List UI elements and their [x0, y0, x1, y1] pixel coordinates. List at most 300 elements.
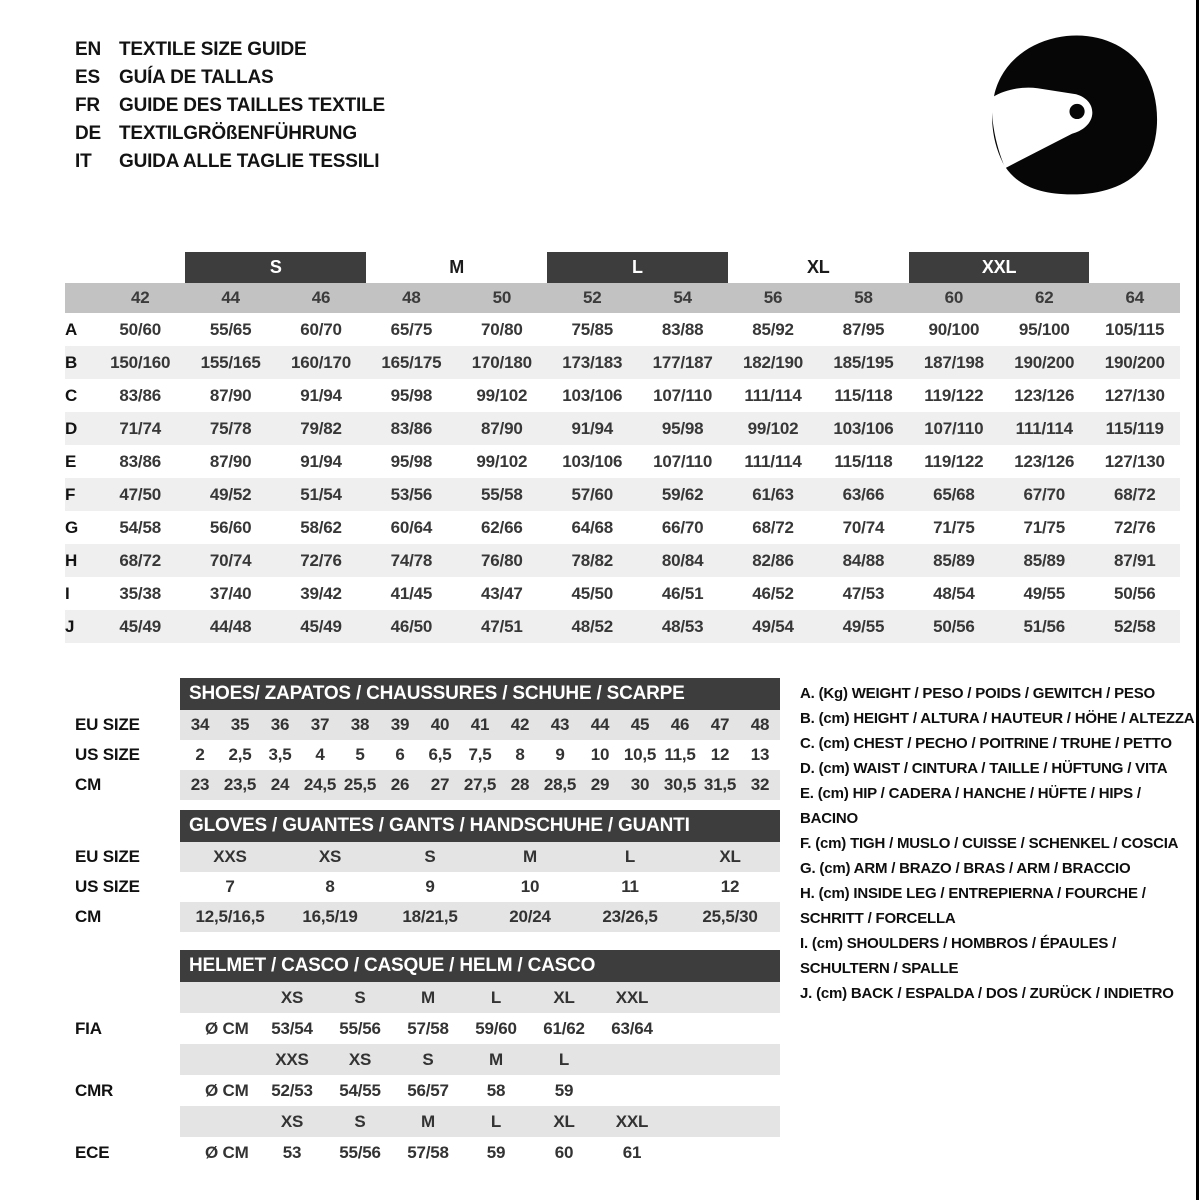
strip-cell: 6,5 [428, 745, 452, 764]
measurement-cell: 85/89 [909, 544, 999, 577]
size-number-cell: 52 [547, 283, 637, 313]
measurement-cell: 46/52 [752, 583, 794, 603]
measurement-cell: 75/85 [571, 319, 613, 339]
row-label: B [65, 346, 95, 379]
helmet-size-cell: XS [258, 1106, 326, 1137]
measurement-cell: 50/60 [119, 319, 161, 339]
strip-cell: 9 [555, 745, 565, 764]
strip-cell: 41 [460, 710, 500, 740]
language-code: ES [75, 67, 100, 88]
strip-cell: 18/21,5 [380, 902, 480, 932]
measurement-cell: 87/91 [1089, 544, 1180, 577]
helmet-size-row [180, 1044, 780, 1075]
legend-item: B. (cm) HEIGHT / ALTURA / HAUTEUR / HÖHE / ALTEZZA [800, 710, 1195, 727]
helmet-value-cell: 57/58 [407, 1018, 449, 1038]
strip-cell: 23 [180, 770, 220, 800]
strip-cell: 26 [380, 770, 420, 800]
helmet-value-cell: 59 [486, 1142, 506, 1162]
legend-item: G. (cm) ARM / BRAZO / BRAS / ARM / BRACCIO [800, 860, 1131, 877]
strip-cell: 29 [580, 770, 620, 800]
measurement-cell: 83/88 [661, 319, 704, 339]
measurement-cell: 123/126 [1014, 451, 1075, 471]
measurement-cell: 49/54 [728, 610, 818, 643]
strip-row-label: US SIZE [75, 877, 140, 896]
helmet-value-cell: 52/53 [271, 1080, 313, 1100]
strip-cell: 23,5 [220, 770, 260, 800]
measurement-cell: 37/40 [209, 583, 252, 603]
measurement-cell: 107/110 [909, 412, 999, 445]
measurement-cell: 190/200 [999, 346, 1089, 379]
size-number-cell: 56 [728, 283, 818, 313]
shoes-title: SHOES/ ZAPATOS / CHAUSSURES / SCHUHE / SCARPE [180, 678, 780, 710]
shoes-body [180, 678, 780, 800]
size-group-cell: XXL [909, 252, 1090, 283]
row-label: A [65, 319, 78, 339]
strip-row-label: US SIZE [75, 745, 140, 764]
helmet-icon [975, 30, 1167, 198]
strip-row-label: EU SIZE [75, 715, 140, 734]
helmet-value-cell: 59 [554, 1080, 574, 1100]
helmet-size-cell: XL [530, 1106, 598, 1137]
helmet-value-cell: 56/57 [407, 1080, 449, 1100]
size-number-row [65, 283, 1180, 313]
measurement-cell: 127/130 [1104, 385, 1165, 405]
measurement-cell: 48/52 [547, 610, 637, 643]
measurement-cell: 68/72 [752, 517, 794, 537]
measurement-cell: 70/74 [842, 517, 885, 537]
strip-cell: 43 [540, 710, 580, 740]
helmet-row-labels [75, 950, 180, 1168]
helmet-value-cell [598, 1075, 666, 1106]
measurement-cell: 127/130 [1104, 451, 1165, 471]
measurement-cell: 55/65 [209, 319, 252, 339]
size-group-cell [65, 252, 185, 283]
helmet-value-cell: 55/56 [339, 1018, 381, 1038]
measurement-row [65, 379, 1180, 412]
measurement-cell: 115/119 [1089, 412, 1180, 445]
strip-cell: 10 [590, 745, 610, 764]
size-number-cell: 44 [185, 283, 275, 313]
strip-row [180, 842, 780, 872]
measurement-cell: 103/106 [818, 412, 908, 445]
helmet-filler-cell [666, 1106, 780, 1137]
strip-cell: 28 [500, 770, 540, 800]
strip-cell: 38 [340, 710, 380, 740]
measurement-cell: 48/53 [637, 610, 727, 643]
helmet-value-cell: 54/55 [339, 1080, 381, 1100]
measurement-cell: 90/100 [928, 319, 980, 339]
measurement-cell: 61/63 [728, 478, 818, 511]
strip-cell: XS [280, 842, 380, 872]
strip-cell: 4 [315, 745, 325, 764]
measurement-cell: 71/74 [95, 412, 185, 445]
measurement-cell: 70/80 [481, 319, 523, 339]
helmet-size-row [180, 982, 780, 1013]
strip-cell: 24,5 [300, 770, 340, 800]
strip-cell: 36 [260, 710, 300, 740]
strip-cell: 12 [710, 745, 730, 764]
helmet-unit-spacer [180, 982, 258, 1013]
helmet-value-cell: 63/64 [611, 1018, 653, 1038]
measurement-cell: 62/66 [481, 517, 523, 537]
helmet-label-spacer [75, 1106, 180, 1137]
measurement-cell: 99/102 [476, 451, 528, 471]
strip-cell: 27,5 [460, 770, 500, 800]
strip-cell: 30 [620, 770, 660, 800]
measurement-cell: 72/76 [276, 544, 366, 577]
helmet-body [180, 950, 780, 1168]
row-label: F [65, 478, 95, 511]
strip-cell: 12 [720, 877, 740, 896]
strip-cell: M [480, 842, 580, 872]
row-label: D [65, 412, 95, 445]
measurement-cell: 95/98 [390, 451, 433, 471]
strip-row-label: CM [75, 775, 102, 794]
strip-cell: 2 [195, 745, 205, 764]
helmet-size-cell: L [530, 1044, 598, 1075]
helmet-value-cell: 59/60 [475, 1018, 517, 1038]
measurement-cell: 99/102 [728, 412, 818, 445]
legend-item: A. (Kg) WEIGHT / PESO / POIDS / GEWITCH / PESO [800, 685, 1155, 702]
helmet-size-cell: M [394, 1106, 462, 1137]
measurement-cell: 87/90 [209, 385, 252, 405]
strip-cell: 27 [420, 770, 460, 800]
measurement-cell: 173/183 [547, 346, 637, 379]
measurement-row [65, 346, 1180, 379]
helmet-size-cell: M [394, 982, 462, 1013]
helmet-size-cell: XS [326, 1044, 394, 1075]
measurement-cell: 56/60 [209, 517, 252, 537]
strip-cell: 7,5 [468, 745, 492, 764]
helmet-size-cell: S [326, 1106, 394, 1137]
measurement-cell: 48/54 [933, 583, 975, 603]
language-title: TEXTILGRÖßENFÜHRUNG [119, 123, 357, 144]
measurement-cell: 111/114 [744, 385, 802, 405]
measurement-cell: 107/110 [653, 385, 713, 405]
measurement-cell: 95/98 [390, 385, 433, 405]
strip-cell: 34 [180, 710, 220, 740]
helmet-value-row [180, 1075, 780, 1106]
strip-row [180, 740, 780, 770]
size-group-cell: S [185, 252, 366, 283]
size-number-cell: 48 [366, 283, 456, 313]
size-number-cell: 62 [999, 283, 1089, 313]
strip-cell: 2,5 [228, 745, 252, 764]
legend-item: J. (cm) BACK / ESPALDA / DOS / ZURÜCK / INDIETRO [800, 985, 1174, 1002]
gloves-row-labels [75, 810, 180, 932]
measurement-cell: 47/53 [842, 583, 885, 603]
measurement-cell: 49/52 [185, 478, 275, 511]
measurement-row [65, 577, 1180, 610]
measurement-cell: 103/106 [562, 385, 623, 405]
measurement-row [65, 610, 1180, 643]
measurement-cell: 74/78 [366, 544, 456, 577]
helmet-value-row [180, 1137, 780, 1168]
measurement-cell: 59/62 [637, 478, 727, 511]
strip-cell: 11,5 [664, 745, 696, 764]
strip-title-spacer [75, 810, 180, 842]
measurement-cell: 111/114 [744, 451, 802, 471]
helmet-unit-spacer [180, 1106, 258, 1137]
helmet-filler-cell [666, 1013, 780, 1044]
measurement-cell: 95/98 [637, 412, 727, 445]
measurement-cell: 87/95 [842, 319, 885, 339]
measurement-cell: 83/86 [119, 451, 161, 471]
measurement-cell: 55/58 [457, 478, 547, 511]
helmet-unit-cell: Ø CM [205, 1142, 249, 1162]
measurement-cell: 75/78 [185, 412, 275, 445]
measurement-cell: 71/75 [1023, 517, 1066, 537]
measurement-cell: 78/82 [547, 544, 637, 577]
strip-row-label: EU SIZE [75, 847, 140, 866]
strip-cell: 10 [520, 877, 540, 896]
measurement-cell: 103/106 [562, 451, 623, 471]
strip-cell: 7 [225, 877, 235, 896]
size-number-cell: 46 [276, 283, 366, 313]
strip-cell: 8 [325, 877, 335, 896]
row-label: I [65, 583, 70, 603]
helmet-title: HELMET / CASCO / CASQUE / HELM / CASCO [180, 950, 780, 982]
measurement-cell: 50/56 [1113, 583, 1156, 603]
helmet-unit-cell: Ø CM [205, 1080, 249, 1100]
helmet-icon-svg [975, 30, 1167, 198]
legend-item: E. (cm) HIP / CADERA / HANCHE / HÜFTE / HIPS / BACINO [800, 785, 1141, 827]
strip-cell: 31,5 [700, 770, 740, 800]
measurement-cell: 49/55 [1023, 583, 1066, 603]
strip-cell: XXS [180, 842, 280, 872]
gloves-body [180, 810, 780, 932]
helmet-filler-cell [666, 1044, 780, 1075]
helmet-unit-spacer [180, 1044, 258, 1075]
helmet-size-cell: XXS [258, 1044, 326, 1075]
language-title: GUÍA DE TALLAS [119, 67, 274, 88]
strip-cell: L [580, 842, 680, 872]
strip-cell: 44 [580, 710, 620, 740]
language-row [75, 148, 385, 176]
measurement-cell: 119/122 [924, 385, 984, 405]
size-group-cell: XL [806, 257, 830, 277]
measurement-cell: 111/114 [999, 412, 1089, 445]
language-title: TEXTILE SIZE GUIDE [119, 39, 307, 60]
language-row [75, 64, 385, 92]
shoes-table [75, 678, 780, 800]
strip-cell: 9 [425, 877, 435, 896]
measurement-cell: 58/62 [300, 517, 342, 537]
helmet-filler-cell [666, 1075, 780, 1106]
measurement-cell: 91/94 [547, 412, 637, 445]
measurement-cell: 60/70 [300, 319, 342, 339]
measurement-cell: 63/66 [818, 478, 908, 511]
measurement-cell: 83/86 [119, 385, 161, 405]
measurement-cell: 95/100 [1018, 319, 1070, 339]
row-label: C [65, 385, 78, 405]
size-number-cell: 50 [457, 283, 547, 313]
strip-cell: 10,5 [623, 745, 657, 764]
measurement-row [65, 478, 1180, 511]
language-title: GUIDA ALLE TAGLIE TESSILI [119, 151, 380, 172]
language-code: IT [75, 151, 92, 172]
measurement-cell: 84/88 [818, 544, 908, 577]
measurement-row [65, 511, 1180, 544]
helmet-standard-label: FIA [75, 1019, 102, 1038]
helmet-filler-cell [666, 1137, 780, 1168]
measurement-cell: 87/90 [457, 412, 547, 445]
language-title: GUIDE DES TAILLES TEXTILE [119, 95, 385, 116]
measurement-cell: 160/170 [276, 346, 366, 379]
shoes-grid [180, 710, 780, 800]
strip-row [180, 770, 780, 800]
language-row [75, 36, 385, 64]
measurement-cell: 83/86 [366, 412, 456, 445]
measurement-row [65, 412, 1180, 445]
language-code: FR [75, 95, 100, 116]
measurement-cell: 50/56 [909, 610, 999, 643]
strip-cell: 23/26,5 [580, 902, 680, 932]
row-label: H [65, 544, 95, 577]
measurement-cell: 45/50 [571, 583, 613, 603]
strip-cell: 39 [380, 710, 420, 740]
helmet-value-cell: 53/54 [271, 1018, 313, 1038]
measurement-cell: 67/70 [999, 478, 1089, 511]
strip-row-label: CM [75, 907, 102, 926]
strip-row [180, 710, 780, 740]
measurement-cell: 51/54 [276, 478, 366, 511]
measurement-cell: 76/80 [457, 544, 547, 577]
measurement-row [65, 445, 1180, 478]
measurement-cell: 91/94 [300, 451, 342, 471]
strip-cell: 13 [750, 745, 770, 764]
measurement-cell: 91/94 [300, 385, 342, 405]
helmet-label-spacer [75, 1044, 180, 1075]
strip-cell: 25,5 [340, 770, 380, 800]
strip-cell: 37 [300, 710, 340, 740]
measurement-cell: 182/190 [728, 346, 818, 379]
measurement-cell: 82/86 [728, 544, 818, 577]
helmet-size-cell [598, 1044, 666, 1075]
strip-cell: 3,5 [268, 745, 292, 764]
language-title-list [75, 36, 385, 176]
helmet-label-spacer [75, 982, 180, 1013]
helmet-value-cell: 60 [554, 1142, 574, 1162]
measurement-cell: 70/74 [185, 544, 275, 577]
strip-cell: 20/24 [480, 902, 580, 932]
legend-item: C. (cm) CHEST / PECHO / POITRINE / TRUHE / PETTO [800, 735, 1172, 752]
strip-title-spacer [75, 950, 180, 982]
strip-cell: 12,5/16,5 [180, 902, 280, 932]
measurement-cell: 66/70 [661, 517, 704, 537]
measurement-cell: 105/115 [1105, 319, 1165, 339]
legend-item: I. (cm) SHOULDERS / HOMBROS / ÉPAULES / SCHULTERN / SPALLE [800, 935, 1117, 977]
strip-cell: S [380, 842, 480, 872]
strip-cell: 42 [500, 710, 540, 740]
page-right-border [1196, 0, 1199, 1200]
size-group-cell: L [547, 252, 728, 283]
measurement-cell: 107/110 [653, 451, 713, 471]
strip-cell: 30,5 [660, 770, 700, 800]
measurement-cell: 64/68 [571, 517, 613, 537]
measurement-cell: 170/180 [457, 346, 547, 379]
helmet-value-cell: 61/62 [543, 1018, 585, 1038]
shoes-row-labels [75, 678, 180, 800]
measurement-cell: 65/68 [909, 478, 999, 511]
strip-row [180, 902, 780, 932]
row-label-spacer [65, 283, 95, 313]
measurement-cell: 41/45 [390, 583, 433, 603]
measurement-cell: 85/89 [999, 544, 1089, 577]
measurement-cell: 119/122 [924, 451, 984, 471]
helmet-filler-cell [666, 982, 780, 1013]
measurement-cell: 185/195 [818, 346, 908, 379]
measurement-cell: 115/118 [834, 385, 893, 405]
measurement-cell: 46/50 [366, 610, 456, 643]
strip-row [180, 872, 780, 902]
helmet-standard-label: CMR [75, 1081, 114, 1100]
measurement-cell: 65/75 [390, 319, 433, 339]
strip-cell: 40 [420, 710, 460, 740]
measurement-legend [800, 681, 1198, 1006]
measurement-cell: 187/198 [909, 346, 999, 379]
measurement-cell: 46/51 [661, 583, 704, 603]
helmet-value-cell: 58 [486, 1080, 506, 1100]
strip-cell: 16,5/19 [280, 902, 380, 932]
measurement-cell: 45/49 [276, 610, 366, 643]
measurement-cell: 39/42 [300, 583, 342, 603]
measurement-cell: 53/56 [366, 478, 456, 511]
strip-cell: 28,5 [540, 770, 580, 800]
measurement-cell: 123/126 [1014, 385, 1075, 405]
helmet-value-row [180, 1013, 780, 1044]
helmet-size-cell: S [326, 982, 394, 1013]
measurement-cell: 52/58 [1089, 610, 1180, 643]
size-group-cell: M [449, 257, 465, 277]
size-number-cell: 58 [818, 283, 908, 313]
strip-cell: 32 [740, 770, 780, 800]
measurement-cell: 115/118 [834, 451, 893, 471]
legend-item: D. (cm) WAIST / CINTURA / TAILLE / HÜFTUNG / VITA [800, 760, 1168, 777]
measurement-cell: 71/75 [933, 517, 975, 537]
helmet-table [75, 950, 780, 1168]
helmet-size-row [180, 1106, 780, 1137]
legend-item: F. (cm) TIGH / MUSLO / CUISSE / SCHENKEL / COSCIA [800, 835, 1179, 852]
helmet-size-cell: XS [258, 982, 326, 1013]
gloves-title: GLOVES / GUANTES / GANTS / HANDSCHUHE / GUANTI [180, 810, 780, 842]
gloves-grid [180, 842, 780, 932]
helmet-value-cell: 61 [622, 1142, 642, 1162]
helmet-value-cell: 55/56 [339, 1142, 381, 1162]
helmet-size-cell: XXL [598, 1106, 666, 1137]
language-row [75, 120, 385, 148]
language-row [75, 92, 385, 120]
textile-size-table [65, 252, 1180, 643]
strip-cell: 11 [621, 877, 639, 896]
size-number-cell: 64 [1089, 283, 1180, 313]
measurement-cell: 150/160 [95, 346, 185, 379]
measurement-cell: 80/84 [637, 544, 727, 577]
strip-cell: 5 [355, 745, 365, 764]
language-code: EN [75, 39, 101, 60]
measurement-cell: 68/72 [1089, 478, 1180, 511]
helmet-size-cell: M [462, 1044, 530, 1075]
size-group-cell [1089, 252, 1180, 283]
strip-cell: 46 [660, 710, 700, 740]
strip-cell: 6 [395, 745, 405, 764]
measurement-cell: 49/55 [818, 610, 908, 643]
strip-cell: 48 [740, 710, 780, 740]
measurement-cell: 47/50 [95, 478, 185, 511]
measurement-cell: 79/82 [276, 412, 366, 445]
strip-cell: XL [680, 842, 780, 872]
strip-cell: 24 [260, 770, 300, 800]
